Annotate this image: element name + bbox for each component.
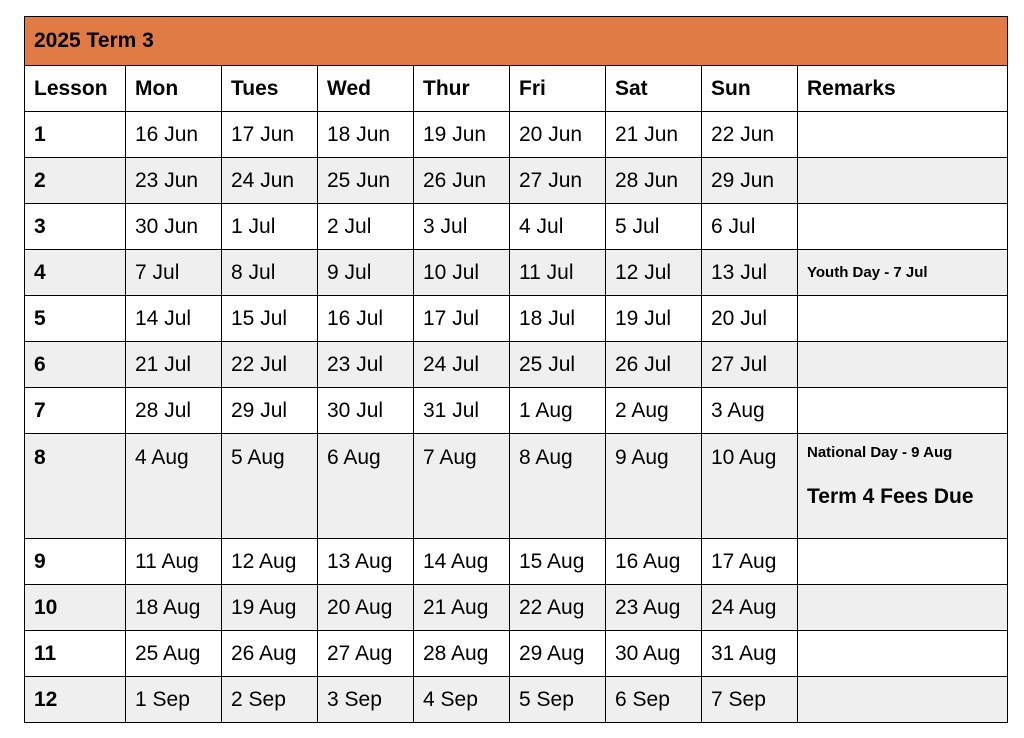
remarks-cell xyxy=(798,204,1008,250)
date-cell-wed: 27 Aug xyxy=(318,631,414,677)
table-row xyxy=(25,539,1008,585)
date-cell-sat: 23 Aug xyxy=(606,585,702,631)
date-cell-mon: 16 Jun xyxy=(126,112,222,158)
table-row xyxy=(25,296,1008,342)
date-cell-tues: 1 Jul xyxy=(222,204,318,250)
date-cell-wed: 23 Jul xyxy=(318,342,414,388)
column-header-sun: Sun xyxy=(702,66,798,112)
column-header-fri: Fri xyxy=(510,66,606,112)
date-cell-sun: 7 Sep xyxy=(702,677,798,723)
date-cell-sun: 17 Aug xyxy=(702,539,798,585)
date-cell-wed: 25 Jun xyxy=(318,158,414,204)
date-cell-sat: 12 Jul xyxy=(606,250,702,296)
date-cell-mon: 30 Jun xyxy=(126,204,222,250)
column-header-mon: Mon xyxy=(126,66,222,112)
date-cell-thur: 19 Jun xyxy=(414,112,510,158)
date-cell-sat: 30 Aug xyxy=(606,631,702,677)
title-row xyxy=(25,17,1008,66)
date-cell-thur: 24 Jul xyxy=(414,342,510,388)
column-header-thur: Thur xyxy=(414,66,510,112)
date-cell-sat: 16 Aug xyxy=(606,539,702,585)
date-cell-thur: 14 Aug xyxy=(414,539,510,585)
table-row xyxy=(25,204,1008,250)
remarks-cell xyxy=(798,539,1008,585)
column-header-remarks: Remarks xyxy=(798,66,1008,112)
date-cell-sun: 10 Aug xyxy=(702,434,798,539)
date-cell-tues: 12 Aug xyxy=(222,539,318,585)
date-cell-sat: 21 Jun xyxy=(606,112,702,158)
date-cell-sun: 24 Aug xyxy=(702,585,798,631)
column-header-lesson: Lesson xyxy=(25,66,126,112)
table-row xyxy=(25,250,1008,296)
table-title: 2025 Term 3 xyxy=(25,17,1008,66)
date-cell-mon: 1 Sep xyxy=(126,677,222,723)
date-cell-sun: 31 Aug xyxy=(702,631,798,677)
remarks-cell xyxy=(798,388,1008,434)
date-cell-wed: 2 Jul xyxy=(318,204,414,250)
date-cell-thur: 10 Jul xyxy=(414,250,510,296)
table-row xyxy=(25,388,1008,434)
date-cell-fri: 29 Aug xyxy=(510,631,606,677)
remarks-cell xyxy=(798,631,1008,677)
date-cell-fri: 11 Jul xyxy=(510,250,606,296)
date-cell-tues: 22 Jul xyxy=(222,342,318,388)
date-cell-fri: 22 Aug xyxy=(510,585,606,631)
date-cell-wed: 9 Jul xyxy=(318,250,414,296)
date-cell-wed: 30 Jul xyxy=(318,388,414,434)
lesson-number-cell: 10 xyxy=(25,585,126,631)
remarks-cell xyxy=(798,585,1008,631)
date-cell-tues: 19 Aug xyxy=(222,585,318,631)
date-cell-thur: 26 Jun xyxy=(414,158,510,204)
date-cell-fri: 4 Jul xyxy=(510,204,606,250)
date-cell-wed: 6 Aug xyxy=(318,434,414,539)
date-cell-thur: 17 Jul xyxy=(414,296,510,342)
remarks-cell xyxy=(798,677,1008,723)
date-cell-thur: 7 Aug xyxy=(414,434,510,539)
table-row xyxy=(25,112,1008,158)
date-cell-sun: 13 Jul xyxy=(702,250,798,296)
date-cell-tues: 2 Sep xyxy=(222,677,318,723)
date-cell-mon: 23 Jun xyxy=(126,158,222,204)
date-cell-sun: 6 Jul xyxy=(702,204,798,250)
lesson-number-cell: 5 xyxy=(25,296,126,342)
lesson-number-cell: 3 xyxy=(25,204,126,250)
lesson-number-cell: 9 xyxy=(25,539,126,585)
date-cell-sun: 22 Jun xyxy=(702,112,798,158)
date-cell-fri: 27 Jun xyxy=(510,158,606,204)
lesson-number-cell: 8 xyxy=(25,434,126,539)
column-header-wed: Wed xyxy=(318,66,414,112)
remark-text: National Day - 9 Aug xyxy=(807,444,953,461)
remark-fees-text: Term 4 Fees Due xyxy=(807,485,974,508)
date-cell-wed: 3 Sep xyxy=(318,677,414,723)
date-cell-tues: 5 Aug xyxy=(222,434,318,539)
remarks-cell xyxy=(798,434,1008,539)
term-schedule-table xyxy=(24,16,1008,723)
date-cell-mon: 14 Jul xyxy=(126,296,222,342)
table-row xyxy=(25,158,1008,204)
date-cell-sat: 6 Sep xyxy=(606,677,702,723)
table-row xyxy=(25,342,1008,388)
lesson-number-cell: 12 xyxy=(25,677,126,723)
lesson-number-cell: 4 xyxy=(25,250,126,296)
date-cell-wed: 16 Jul xyxy=(318,296,414,342)
date-cell-fri: 5 Sep xyxy=(510,677,606,723)
date-cell-fri: 15 Aug xyxy=(510,539,606,585)
date-cell-wed: 18 Jun xyxy=(318,112,414,158)
lesson-number-cell: 11 xyxy=(25,631,126,677)
date-cell-tues: 24 Jun xyxy=(222,158,318,204)
date-cell-mon: 7 Jul xyxy=(126,250,222,296)
remarks-cell xyxy=(798,250,1008,296)
date-cell-fri: 20 Jun xyxy=(510,112,606,158)
date-cell-sun: 27 Jul xyxy=(702,342,798,388)
date-cell-thur: 21 Aug xyxy=(414,585,510,631)
date-cell-thur: 4 Sep xyxy=(414,677,510,723)
table-row xyxy=(25,631,1008,677)
column-header-tues: Tues xyxy=(222,66,318,112)
remarks-cell xyxy=(798,112,1008,158)
date-cell-sat: 19 Jul xyxy=(606,296,702,342)
column-header-sat: Sat xyxy=(606,66,702,112)
date-cell-thur: 28 Aug xyxy=(414,631,510,677)
date-cell-sat: 5 Jul xyxy=(606,204,702,250)
date-cell-mon: 28 Jul xyxy=(126,388,222,434)
date-cell-mon: 11 Aug xyxy=(126,539,222,585)
date-cell-mon: 18 Aug xyxy=(126,585,222,631)
date-cell-tues: 29 Jul xyxy=(222,388,318,434)
lesson-number-cell: 1 xyxy=(25,112,126,158)
date-cell-sat: 26 Jul xyxy=(606,342,702,388)
date-cell-sun: 20 Jul xyxy=(702,296,798,342)
date-cell-tues: 26 Aug xyxy=(222,631,318,677)
date-cell-tues: 8 Jul xyxy=(222,250,318,296)
remarks-cell xyxy=(798,342,1008,388)
table-body xyxy=(25,112,1008,723)
lesson-number-cell: 6 xyxy=(25,342,126,388)
date-cell-wed: 13 Aug xyxy=(318,539,414,585)
lesson-number-cell: 7 xyxy=(25,388,126,434)
table-row xyxy=(25,677,1008,723)
date-cell-sun: 29 Jun xyxy=(702,158,798,204)
date-cell-fri: 1 Aug xyxy=(510,388,606,434)
table-row xyxy=(25,585,1008,631)
date-cell-tues: 15 Jul xyxy=(222,296,318,342)
remarks-cell xyxy=(798,158,1008,204)
remarks-cell xyxy=(798,296,1008,342)
lesson-number-cell: 2 xyxy=(25,158,126,204)
table-row xyxy=(25,434,1008,539)
date-cell-sat: 2 Aug xyxy=(606,388,702,434)
remark-text: Youth Day - 7 Jul xyxy=(807,264,928,281)
date-cell-wed: 20 Aug xyxy=(318,585,414,631)
date-cell-fri: 18 Jul xyxy=(510,296,606,342)
date-cell-thur: 31 Jul xyxy=(414,388,510,434)
date-cell-mon: 4 Aug xyxy=(126,434,222,539)
date-cell-tues: 17 Jun xyxy=(222,112,318,158)
date-cell-thur: 3 Jul xyxy=(414,204,510,250)
date-cell-sat: 28 Jun xyxy=(606,158,702,204)
header-row xyxy=(25,66,1008,112)
date-cell-mon: 21 Jul xyxy=(126,342,222,388)
date-cell-fri: 25 Jul xyxy=(510,342,606,388)
date-cell-fri: 8 Aug xyxy=(510,434,606,539)
date-cell-sun: 3 Aug xyxy=(702,388,798,434)
date-cell-mon: 25 Aug xyxy=(126,631,222,677)
date-cell-sat: 9 Aug xyxy=(606,434,702,539)
